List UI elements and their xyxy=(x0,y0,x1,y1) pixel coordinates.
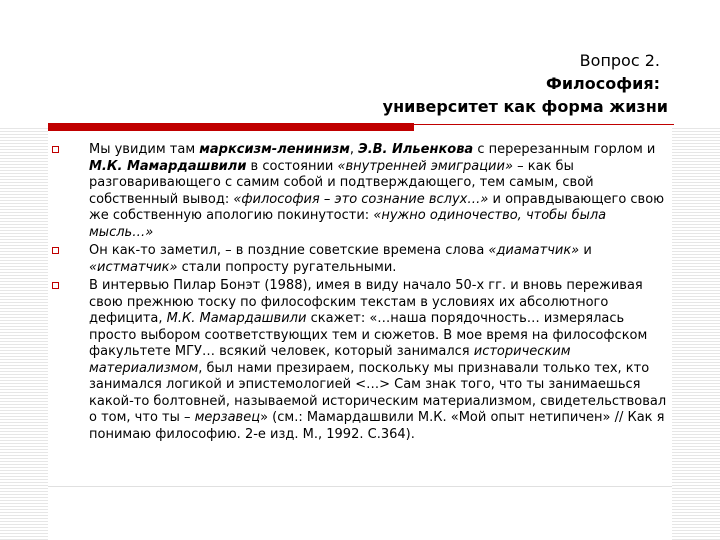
red-accent-line xyxy=(414,124,674,125)
text-span: В интервью Пилар Бонэт (1988), имея в виду начало 50-х гг. и вновь переживая свою прежнюю тоску по философским текстам в условиях их абсолютного дефицита, xyxy=(89,278,643,326)
text-span: М.К. Мамардашвили xyxy=(166,311,307,326)
bottom-divider xyxy=(48,486,672,487)
bullet-item-2 xyxy=(50,243,672,276)
bullet-item-3 xyxy=(50,278,672,443)
text-span: «нужно одиночество, чтобы была мысль…» xyxy=(89,208,607,240)
text-span: «истматчик» xyxy=(89,259,178,275)
text-span: и оправдывающего свою же собственную апологию покинутости: xyxy=(89,191,665,223)
text-span: скажет: «…наша порядочность… измерялась просто выбором соответствующих тем и сюжетов. В мое время на философском факультете МГУ… всякий человек, который занимался xyxy=(89,311,648,359)
text-span: – как бы разговаривающего с самим собой и подтверждающего, тем самым, свой собственный вывод: xyxy=(89,158,594,207)
text-span: историческим материализмом xyxy=(89,344,571,376)
text-span: «философия – это сознание вслух…» xyxy=(233,191,489,207)
text-span: стали попросту ругательными. xyxy=(177,259,397,275)
square-bullet-icon xyxy=(52,146,59,153)
text-span: «диаматчик» xyxy=(488,243,580,258)
bullet-list xyxy=(50,142,672,445)
text-span: , был нами презираем, поскольку мы признавали только тех, кто занимался логикой и эпистемологией <…> Сам знак того, что ты занимаешься какой-то болтовней, называемой историческим материализмом, свидетельствовал о том, что ты – xyxy=(89,360,667,425)
text-span: , xyxy=(349,142,359,157)
text-span: с перерезанным горлом и xyxy=(473,142,656,157)
slide-title xyxy=(383,50,668,118)
question-number: Вопрос 2. xyxy=(579,51,660,70)
text-span: и xyxy=(579,243,592,258)
title-line-1: Философия: xyxy=(545,74,660,93)
text-span: в состоянии xyxy=(246,158,338,174)
text-span: мерзавец xyxy=(194,410,261,425)
red-accent-bar xyxy=(48,123,414,131)
bullet-item-1 xyxy=(50,142,672,241)
text-span: М.К. Мамардашвили xyxy=(89,158,247,174)
square-bullet-icon xyxy=(52,247,59,254)
text-span: » (см.: Мамардашвили М.К. «Мой опыт нетипичен» // Как я понимаю философию. 2-е изд. М., 1992. С.364). xyxy=(89,410,665,442)
text-span: «внутренней эмиграции» xyxy=(337,158,513,174)
text-span: Э.В. Ильенкова xyxy=(358,142,474,157)
text-span: Он как-то заметил, – в поздние советские времена слова xyxy=(89,243,489,258)
text-span: Мы увидим там xyxy=(89,142,200,157)
square-bullet-icon xyxy=(52,282,59,289)
text-span: марксизм-ленинизм xyxy=(199,142,350,157)
title-line-2: университет как форма жизни xyxy=(382,97,668,116)
